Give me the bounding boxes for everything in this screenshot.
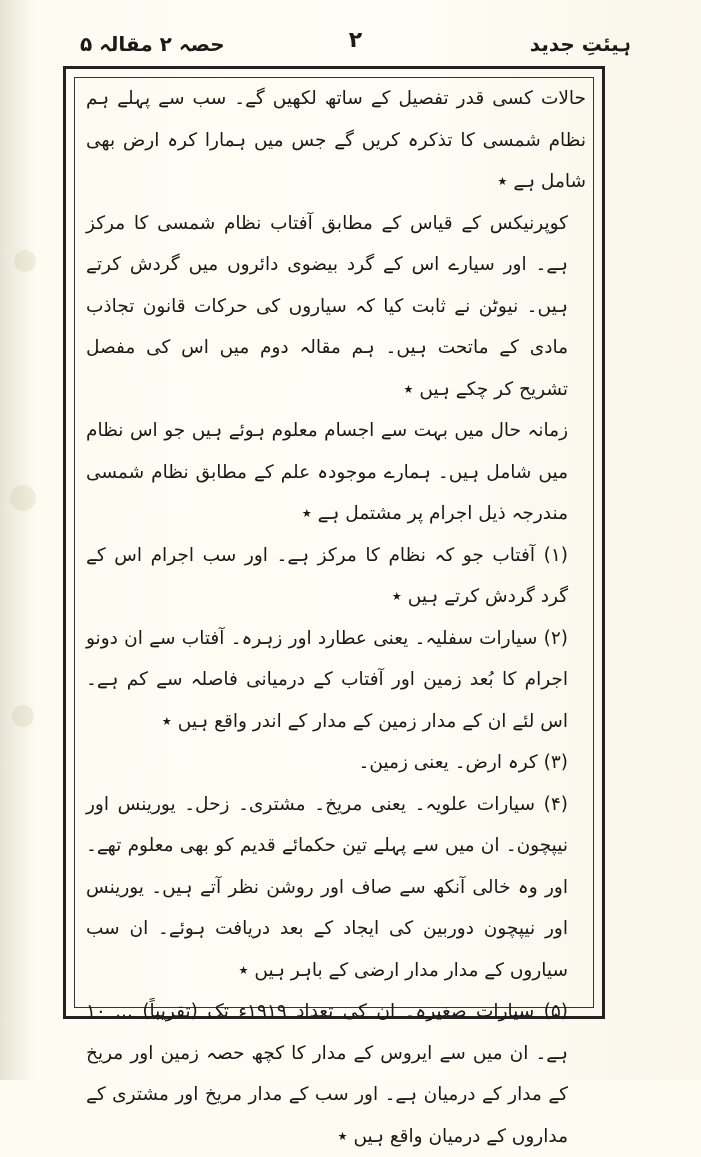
book-title: ہیئتِ جدید [529,32,631,56]
paragraph: کوپرنیکس کے قیاس کے مطابق آفتاب نظام شمسی کا مرکز ہے۔ اور سیارے اس کے گرد بیضوی دائروں میں گردش کرتے ہیں۔ نیوٹن نے ثابت کیا کہ سیاروں کی حرکات قانون تجاذب مادی کے ماتحت ہیں۔ ہم مقالہ دوم میں اس کی مفصل تشریح کر چکے ہیں ٭ [86,212,568,400]
section-title: حصہ ۲ مقالہ ۵ [80,32,225,56]
paragraph: زمانہ حال میں بہت سے اجسام معلوم ہوئے ہیں جو اس نظام میں شامل ہیں۔ ہمارے موجودہ علم کے مطابق نظام شمسی مندرجہ ذیل اجرام پر مشتمل ہے ٭ [86,420,568,524]
page-header [80,28,631,62]
page-number: ۲ [348,28,363,53]
list-item: (۵) سیارات صغیرہ۔ ان کی تعداد ۱۹۱۹ء تک (تقریباً) ... ۱۰ ہے۔ ان میں سے ایروس کے مدار کا کچھ حصہ زمین اور مریخ کے مدار کے درمیان ہے۔ اور سب کے مدار مریخ اور مشتری کے مداروں کے درمیان واقع ہیں ٭ [86,1001,568,1147]
list-item: (۱) آفتاب جو کہ نظام کا مرکز ہے۔ اور سب اجرام اس کے گرد گردش کرتے ہیں ٭ [86,544,568,607]
page-spine-shadow [0,0,36,1080]
paper-stain [14,250,36,272]
paper-stain [12,705,34,727]
paragraph: حالات کسی قدر تفصیل کے ساتھ لکھیں گے۔ سب سے پہلے ہم نظام شمسی کا تذکرہ کریں گے جس میں ہمارا کرہ ارض بھی شامل ہے ٭ [86,88,586,192]
list-item: (۳) کرہ ارض۔ یعنی زمین۔ [358,752,568,773]
page-body [86,78,586,1147]
list-item: (۲) سیارات سفلیہ۔ یعنی عطارد اور زہرہ۔ آفتاب سے ان دونو اجرام کا بُعد زمین اور آفتاب کے درمیانی فاصلہ سے کم ہے۔ اس لئے ان کے مدار زمین کے مدار کے اندر واقع ہیں ٭ [86,627,568,732]
paper-stain [10,485,36,511]
list-item: (۴) سیارات علویہ۔ یعنی مریخ۔ مشتری۔ زحل۔ یورینس اور نیپچون۔ ان میں سے پہلے تین حکمائے قدیم کو بھی معلوم تھے۔ اور وہ خالی آنکھ سے صاف اور روشن نظر آتے ہیں۔ یورینس اور نیپچون دوربین کی ایجاد کے بعد دریافت ہوئے۔ ان سب سیاروں کے مدار مدار ارضی کے باہر ہیں ٭ [86,793,568,981]
